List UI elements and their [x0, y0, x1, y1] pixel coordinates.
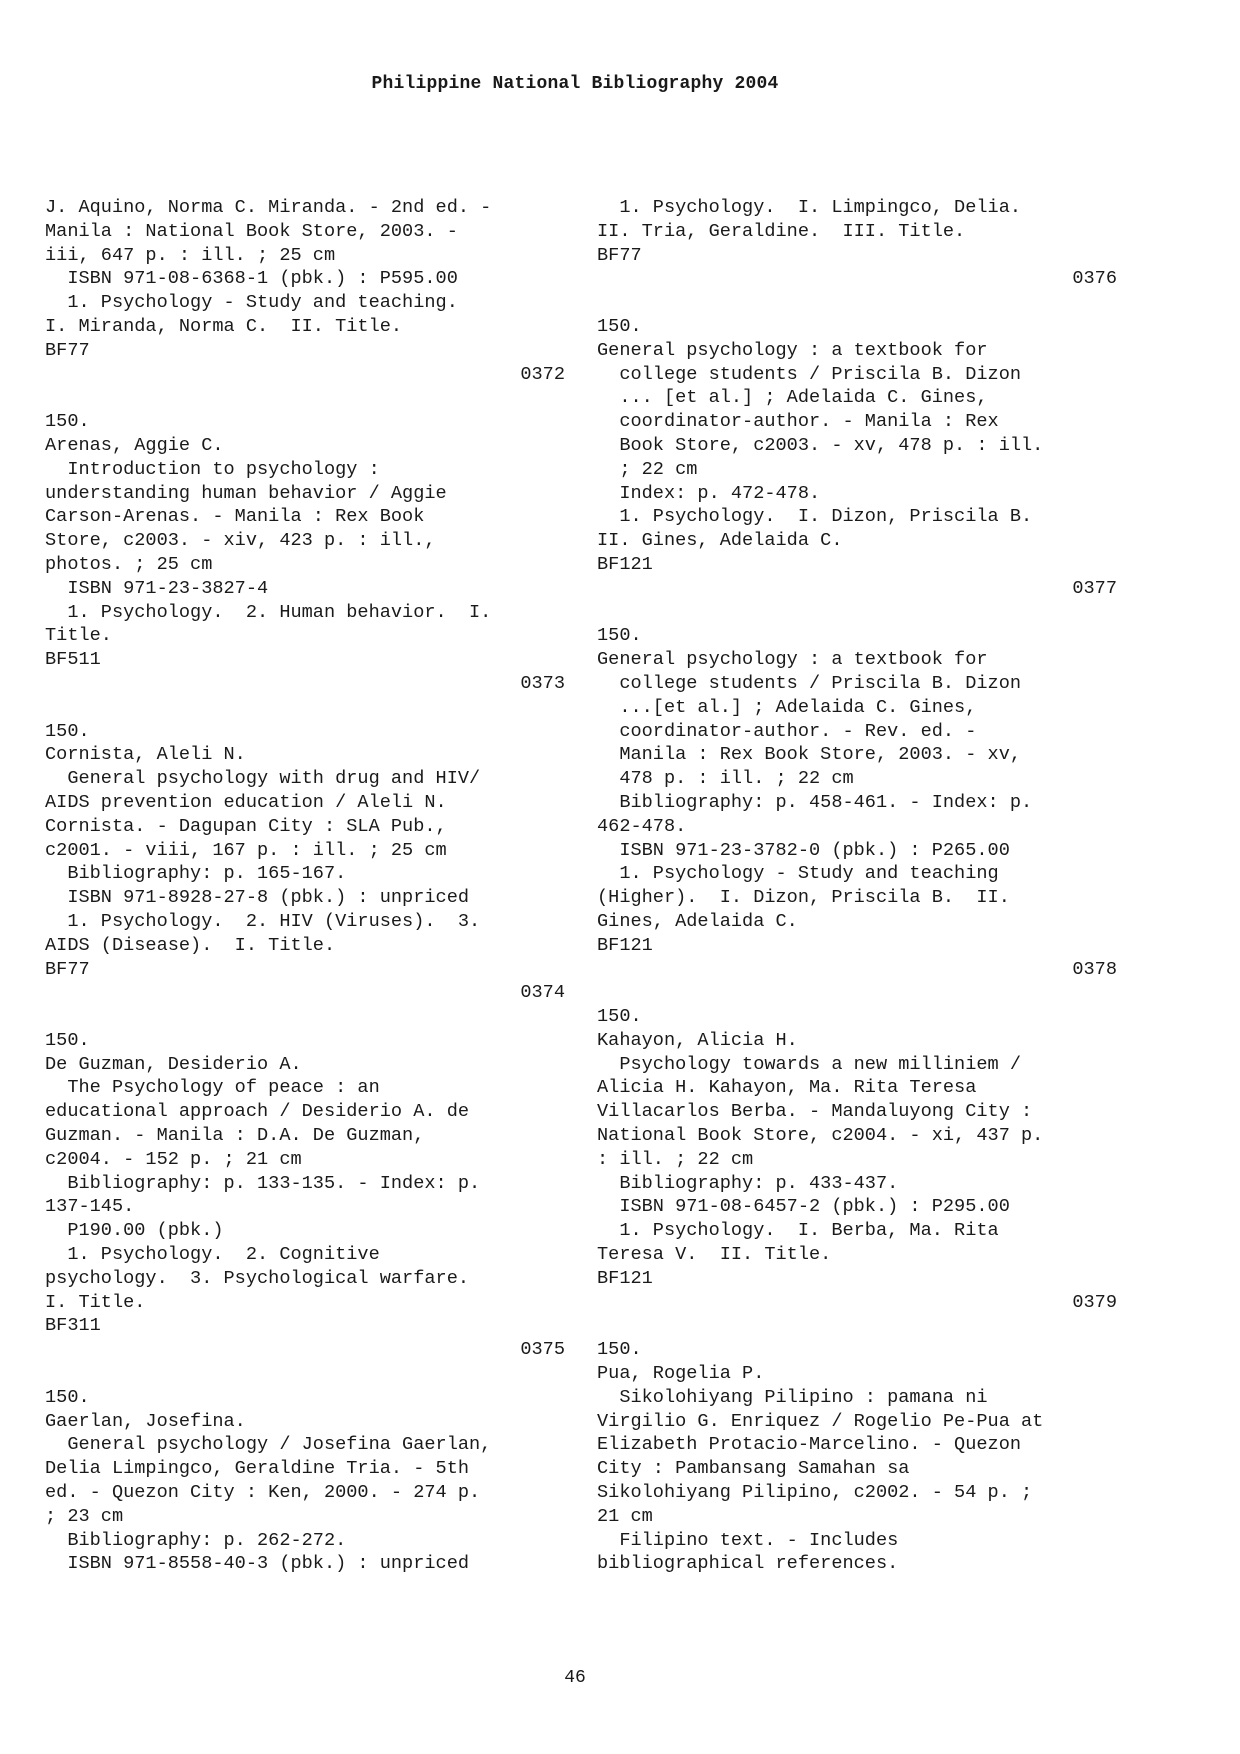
entry-line: Arenas, Aggie C.: [45, 434, 224, 456]
entry-line: 137-145.: [45, 1196, 135, 1218]
entry-line: 478 p. : ill. ; 22 cm: [597, 768, 854, 790]
entry-line: Alicia H. Kahayon, Ma. Rita Teresa: [597, 1077, 977, 1099]
entry-line: Guzman. - Manila : D.A. De Guzman,: [45, 1125, 425, 1147]
entry-line: ; 22 cm: [597, 458, 698, 480]
entry-line: c2004. - 152 p. ; 21 cm: [45, 1148, 302, 1170]
entry-line: BF511: [45, 649, 101, 671]
entry-line: understanding human behavior / Aggie: [45, 482, 447, 504]
entry-line: ; 23 cm: [45, 1505, 124, 1527]
entry-line: college students / Priscila B. Dizon: [597, 672, 1022, 694]
entry-line: Manila : Rex Book Store, 2003. - xv,: [597, 744, 1022, 766]
entry-line: Delia Limpingco, Geraldine Tria. - 5th: [45, 1458, 470, 1480]
entry-line: General psychology : a textbook for: [597, 339, 988, 361]
entry-number: 0377: [1072, 577, 1117, 599]
entry-line: P190.00 (pbk.): [45, 1220, 224, 1242]
entry-line: 150.: [597, 315, 642, 337]
entry-line: 150.: [45, 720, 90, 742]
bibliography-entry: [45, 196, 565, 386]
entry-line: Bibliography: p. 433-437.: [597, 1172, 899, 1194]
entry-line: Sikolohiyang Pilipino : pamana ni: [597, 1386, 988, 1408]
entry-line: Cornista, Aleli N.: [45, 744, 246, 766]
bibliography-entry: [597, 196, 1117, 291]
entry-number: 0378: [1072, 958, 1117, 980]
entry-line: BF121: [597, 934, 653, 956]
bibliography-entry: [45, 1386, 565, 1576]
entry-line: BF121: [597, 553, 653, 575]
entry-line: Manila : National Book Store, 2003. -: [45, 220, 458, 242]
entry-line: 21 cm: [597, 1505, 653, 1527]
entry-line: II. Gines, Adelaida C.: [597, 530, 843, 552]
entry-line: BF311: [45, 1315, 101, 1337]
entry-line: ISBN 971-8928-27-8 (pbk.) : unpriced: [45, 887, 470, 909]
bibliography-entry: [597, 624, 1117, 981]
entry-line: AIDS (Disease). I. Title.: [45, 934, 336, 956]
entry-line: BF77: [45, 958, 90, 980]
entry-line: Book Store, c2003. - xv, 478 p. : ill.: [597, 434, 1044, 456]
entry-number: 0379: [1072, 1291, 1117, 1313]
entry-line: AIDS prevention education / Aleli N.: [45, 791, 447, 813]
entry-line: Filipino text. - Includes: [597, 1529, 899, 1551]
entry-line: 1. Psychology. I. Dizon, Priscila B.: [597, 506, 1033, 528]
entry-line: ... [et al.] ; Adelaida C. Gines,: [597, 387, 988, 409]
bibliography-entry: [597, 315, 1117, 601]
entry-line: BF77: [45, 339, 90, 361]
entry-line: National Book Store, c2004. - xi, 437 p.: [597, 1125, 1044, 1147]
entry-line: Bibliography: p. 458-461. - Index: p.: [597, 791, 1033, 813]
entry-line: Gaerlan, Josefina.: [45, 1410, 246, 1432]
entry-line: 150.: [597, 1006, 642, 1028]
bibliography-entry: [597, 1338, 1117, 1576]
entry-line: ISBN 971-08-6457-2 (pbk.) : P295.00: [597, 1196, 1010, 1218]
entry-line: De Guzman, Desiderio A.: [45, 1053, 302, 1075]
entry-line: Virgilio G. Enriquez / Rogelio Pe-Pua at: [597, 1410, 1044, 1432]
entry-line: ed. - Quezon City : Ken, 2000. - 274 p.: [45, 1482, 481, 1504]
bibliography-entry: [45, 1029, 565, 1362]
entry-line: Cornista. - Dagupan City : SLA Pub.,: [45, 815, 447, 837]
entry-number: 0374: [520, 982, 565, 1004]
entry-line: photos. ; 25 cm: [45, 553, 213, 575]
page-number: 46: [564, 1668, 586, 1688]
entry-line: Index: p. 472-478.: [597, 482, 821, 504]
entry-line: Teresa V. II. Title.: [597, 1244, 832, 1266]
entry-line: Carson-Arenas. - Manila : Rex Book: [45, 506, 425, 528]
entry-number: 0372: [520, 363, 565, 385]
entry-line: 150.: [597, 625, 642, 647]
entry-line: Pua, Rogelia P.: [597, 1363, 765, 1385]
bibliography-entry: [597, 1005, 1117, 1314]
entry-line: ISBN 971-23-3782-0 (pbk.) : P265.00: [597, 839, 1010, 861]
entry-line: Bibliography: p. 165-167.: [45, 863, 347, 885]
entry-line: ISBN 971-08-6368-1 (pbk.) : P595.00: [45, 268, 458, 290]
entry-line: ISBN 971-23-3827-4: [45, 577, 269, 599]
entry-line: 1. Psychology. I. Berba, Ma. Rita: [597, 1220, 999, 1242]
entry-line: BF77: [597, 244, 642, 266]
entry-line: college students / Priscila B. Dizon: [597, 363, 1022, 385]
entry-line: 1. Psychology. 2. Human behavior. I.: [45, 601, 492, 623]
entry-line: Gines, Adelaida C.: [597, 910, 798, 932]
entry-line: educational approach / Desiderio A. de: [45, 1101, 470, 1123]
entry-line: Introduction to psychology :: [45, 458, 380, 480]
entry-line: psychology. 3. Psychological warfare.: [45, 1267, 470, 1289]
entry-line: J. Aquino, Norma C. Miranda. - 2nd ed. -: [45, 197, 492, 218]
entry-line: c2001. - viii, 167 p. : ill. ; 25 cm: [45, 839, 447, 861]
entry-line: coordinator-author. - Manila : Rex: [597, 411, 999, 433]
entry-line: Title.: [45, 625, 112, 647]
entry-line: I. Title.: [45, 1291, 146, 1313]
entry-line: 462-478.: [597, 815, 687, 837]
entry-line: bibliographical references.: [597, 1553, 899, 1575]
entry-line: General psychology : a textbook for: [597, 649, 988, 671]
entry-line: 1. Psychology. I. Limpingco, Delia.: [597, 197, 1022, 218]
entry-line: The Psychology of peace : an: [45, 1077, 380, 1099]
page-title: Philippine National Bibliography 2004: [371, 74, 779, 94]
entry-line: Villacarlos Berba. - Mandaluyong City :: [597, 1101, 1033, 1123]
entry-line: Bibliography: p. 262-272.: [45, 1529, 347, 1551]
entry-line: Bibliography: p. 133-135. - Index: p.: [45, 1172, 481, 1194]
entry-line: Store, c2003. - xiv, 423 p. : ill.,: [45, 530, 436, 552]
entry-line: 150.: [597, 1339, 642, 1361]
entry-number: 0375: [520, 1339, 565, 1361]
bibliography-entry: [45, 720, 565, 1006]
entry-line: iii, 647 p. : ill. ; 25 cm: [45, 244, 336, 266]
entry-line: Kahayon, Alicia H.: [597, 1029, 798, 1051]
entry-line: 1. Psychology - Study and teaching.: [45, 292, 458, 314]
entry-line: I. Miranda, Norma C. II. Title.: [45, 315, 403, 337]
entry-line: General psychology / Josefina Gaerlan,: [45, 1434, 492, 1456]
entry-line: II. Tria, Geraldine. III. Title.: [597, 220, 966, 242]
bibliography-entry: [45, 410, 565, 696]
entry-line: 1. Psychology. 2. Cognitive: [45, 1244, 380, 1266]
entry-line: (Higher). I. Dizon, Priscila B. II.: [597, 887, 1010, 909]
entry-line: Elizabeth Protacio-Marcelino. - Quezon: [597, 1434, 1022, 1456]
entry-line: : ill. ; 22 cm: [597, 1148, 754, 1170]
entry-line: 150.: [45, 411, 90, 433]
entry-line: BF121: [597, 1267, 653, 1289]
entry-number: 0373: [520, 672, 565, 694]
entry-line: ...[et al.] ; Adelaida C. Gines,: [597, 696, 977, 718]
entry-line: City : Pambansang Samahan sa: [597, 1458, 910, 1480]
entry-line: 150.: [45, 1029, 90, 1051]
entry-line: coordinator-author. - Rev. ed. -: [597, 720, 977, 742]
entry-number: 0376: [1072, 268, 1117, 290]
entry-line: 1. Psychology. 2. HIV (Viruses). 3.: [45, 910, 481, 932]
left-column: [45, 196, 565, 1600]
entry-line: General psychology with drug and HIV/: [45, 768, 481, 790]
entry-line: Psychology towards a new milliniem /: [597, 1053, 1022, 1075]
entry-line: 1. Psychology - Study and teaching: [597, 863, 999, 885]
entry-line: 150.: [45, 1386, 90, 1408]
entry-line: Sikolohiyang Pilipino, c2002. - 54 p. ;: [597, 1482, 1033, 1504]
entry-line: ISBN 971-8558-40-3 (pbk.) : unpriced: [45, 1553, 470, 1575]
right-column: [597, 196, 1117, 1600]
